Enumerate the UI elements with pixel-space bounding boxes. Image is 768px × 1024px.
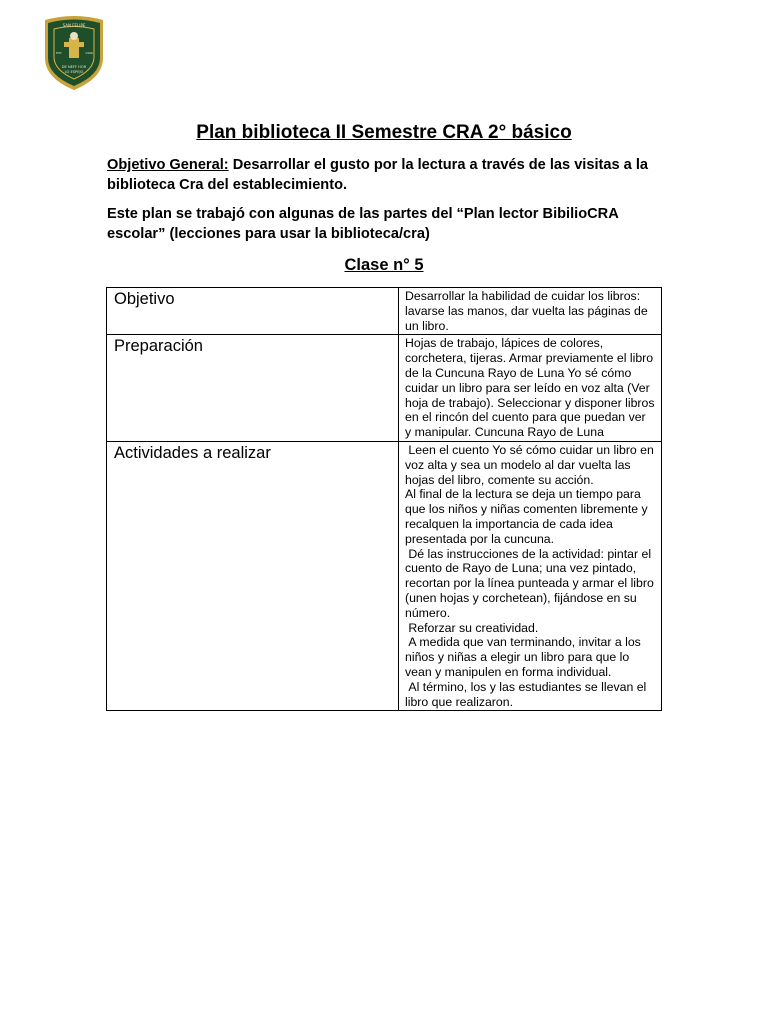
svg-text:DE NEFF HOR: DE NEFF HOR <box>61 65 87 69</box>
row-label: Actividades a realizar <box>107 441 399 710</box>
table-row-activities <box>107 441 662 710</box>
lesson-plan-table <box>106 287 662 711</box>
row-label: Objetivo <box>107 288 399 335</box>
activity-step: Leen el cuento Yo sé cómo cuidar un libro en voz alta y sea un modelo al dar vuelta las hojas del libro, comente su acción. <box>405 442 658 487</box>
class-heading: Clase n° 5 <box>344 256 424 274</box>
row-content-activities <box>399 441 662 710</box>
general-objective-text: Desarrollar el gusto por la lectura a través de las visitas a la biblioteca Cra del establecimiento. <box>107 157 649 193</box>
general-objective-label: Objetivo General: <box>107 157 229 173</box>
svg-text:SAN FELIPE: SAN FELIPE <box>62 23 86 28</box>
document-title: Plan biblioteca II Semestre CRA 2° básico <box>196 122 572 143</box>
plan-note-paragraph: Este plan se trabajó con algunas de las partes del “Plan lector BibilioCRA escolar” (lecciones para usar la biblioteca/cra) <box>107 206 619 242</box>
activity-step: Reforzar su creatividad. <box>405 620 539 635</box>
row-label: Preparación <box>107 335 399 442</box>
activity-step: Al término, los y las estudiantes se llevan el libro que realizaron. <box>405 679 650 709</box>
svg-text:LO ESPEJO: LO ESPEJO <box>64 70 84 74</box>
activity-step: Dé las instrucciones de la actividad: pintar el cuento de Rayo de Luna; una vez pintado, recortan por la línea punteada y armar el libro (unen hojas y corchetean), fijándose en su número. <box>405 546 658 620</box>
school-crest-logo <box>42 14 106 92</box>
row-content: Hojas de trabajo, lápices de colores, corchetera, tijeras. Armar previamente el libro de la Cuncuna Rayo de Luna Yo sé cómo cuidar un libro para ser leído en voz alta (Ver hoja de trabajo). Seleccionar y disponer libros en el rincón del cuento para que puedan ver y manipular. Cuncuna Rayo de Luna <box>399 335 662 442</box>
activity-step: Al final de la lectura se deja un tiempo para que los niños y niñas comenten libremente y recalquen la importancia de cada idea presentada por la cuncuna. <box>405 487 652 546</box>
activity-step: A medida que van terminando, invitar a los niños y niñas a elegir un libro para que lo vean y manipulen en forma individual. <box>405 635 645 679</box>
general-objective-paragraph <box>107 155 667 195</box>
table-row-preparation <box>107 335 662 442</box>
svg-text:EST: EST <box>56 51 62 55</box>
table-row-objective <box>107 288 662 335</box>
row-content: Desarrollar la habilidad de cuidar los libros: lavarse las manos, dar vuelta las páginas de un libro. <box>399 288 662 335</box>
svg-text:1996: 1996 <box>85 51 93 55</box>
